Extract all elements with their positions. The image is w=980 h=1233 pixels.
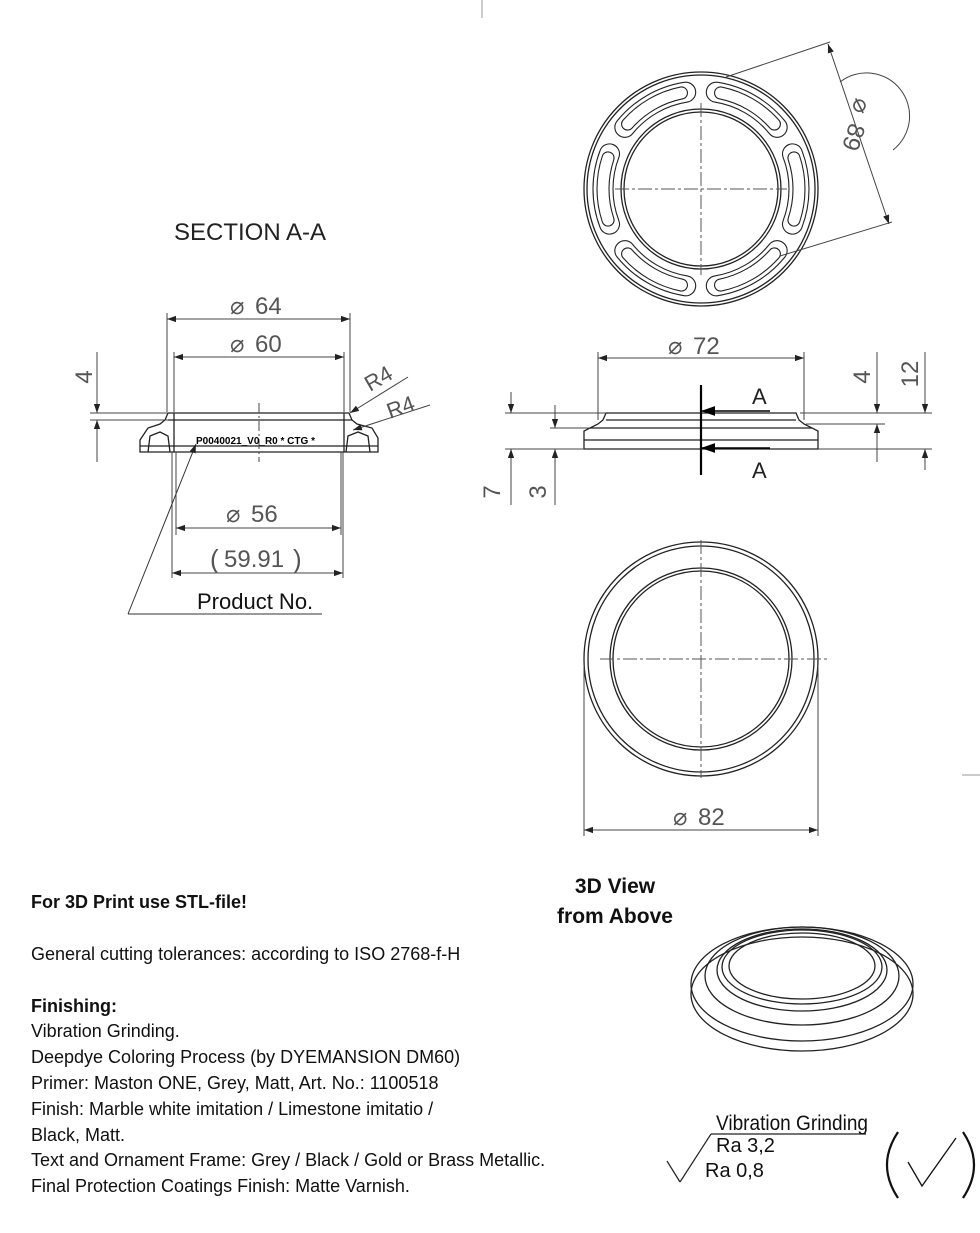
d72-symbol: ⌀ — [668, 333, 683, 360]
ring-slot-inner — [597, 152, 614, 226]
spacer — [31, 916, 651, 942]
ref-paren-open: ( — [210, 544, 219, 574]
d60-value: 60 — [255, 331, 282, 358]
h4-left-value: 4 — [71, 370, 98, 384]
d60-symbol: ⌀ — [230, 331, 245, 358]
ring-slot — [706, 82, 787, 137]
finishing-heading: Finishing: — [31, 995, 117, 1016]
finishing-line-4: Finish: Marble white imitation / Limestone imitatio / — [31, 1098, 434, 1119]
top-view-centerlines — [615, 103, 787, 275]
d89-value: 89 — [836, 120, 870, 154]
ring-slot-inner — [788, 152, 805, 226]
h4-right-value: 4 — [849, 370, 876, 384]
tolerance-note: General cutting tolerances: according to ISO 2768-f-H — [31, 943, 461, 964]
finishing-line-6: Text and Ornament Frame: Grey / Black / Gold or Brass Metallic. — [31, 1150, 546, 1171]
ring-slot — [615, 82, 696, 137]
d82-value: 82 — [698, 804, 725, 831]
d89-symbol: ⌀ — [845, 95, 876, 118]
h12-value: 12 — [897, 360, 924, 388]
ref-value: 59.91 — [224, 546, 285, 573]
d64-symbol: ⌀ — [230, 293, 245, 320]
iso-view — [691, 927, 913, 1051]
general-surface-symbol — [887, 1132, 974, 1198]
d64-value: 64 — [255, 293, 282, 320]
ref-paren-close: ) — [293, 544, 302, 574]
h7-value: 7 — [479, 485, 506, 499]
finishing-line-7: Final Protection Coatings Finish: Matte Varnish. — [31, 1176, 410, 1197]
product-engraving: P0040021_V0_R0 * CTG * — [196, 436, 315, 447]
stl-note: For 3D Print use STL-file! — [31, 892, 248, 912]
finishing-line-5: Black, Matt. — [31, 1124, 126, 1145]
bottom-view-centerlines — [600, 540, 827, 778]
cut-label-bottom: A — [752, 458, 767, 483]
ra-lower: Ra 0,8 — [705, 1160, 764, 1182]
finishing-line-1: Vibration Grinding. — [31, 1021, 180, 1042]
product-no-label: Product No. — [197, 589, 314, 614]
notes-block — [31, 890, 651, 1200]
d56-value: 56 — [251, 501, 278, 528]
h3-value: 3 — [525, 485, 552, 499]
ring-slot — [615, 241, 696, 296]
view3d-line1: 3D View — [574, 875, 656, 898]
finishing-line-2: Deepdye Coloring Process (by DYEMANSION DM60) — [31, 1047, 461, 1068]
d82-symbol: ⌀ — [673, 804, 688, 831]
cut-label-top: A — [752, 384, 767, 409]
d72-value: 72 — [693, 333, 720, 360]
dimension-d89 — [726, 42, 910, 256]
ra-upper: Ra 3,2 — [716, 1135, 775, 1157]
r4-label-a: R4 — [360, 360, 397, 397]
dimension-d64 — [167, 313, 350, 412]
section-title: SECTION A-A — [174, 219, 327, 246]
view3d-line2: from Above — [557, 905, 673, 928]
r4-label-b: R4 — [383, 390, 419, 424]
ring-slot — [706, 241, 787, 296]
spacer — [31, 968, 651, 994]
surface-label: Vibration Grinding — [716, 1112, 868, 1135]
finishing-line-3: Primer: Maston ONE, Grey, Matt, Art. No.: 1100518 — [31, 1072, 439, 1093]
d56-symbol: ⌀ — [226, 501, 241, 528]
